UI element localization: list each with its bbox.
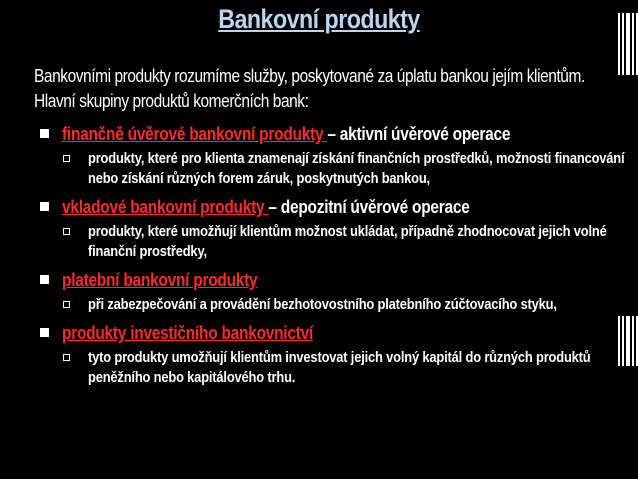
filled-square-bullet-icon	[40, 202, 49, 211]
slide-title: Bankovní produkty	[218, 4, 420, 34]
product-group-link[interactable]: vkladové bankovní produkty	[62, 197, 269, 217]
intro-text: Bankovními produkty rozumíme služby, poskytované za úplatu bankou jejím klientům. Hlavní skupiny produktů komerčních bank:	[34, 66, 585, 111]
product-group-item	[34, 321, 624, 345]
filled-square-bullet-icon	[40, 129, 49, 138]
description-text: při zabezpečování a provádění bezhotovostního platebního zúčtovacího styku,	[88, 296, 557, 313]
hollow-square-bullet-icon	[63, 354, 70, 361]
product-group-item	[34, 268, 624, 292]
product-group-description	[34, 348, 624, 388]
product-group-link[interactable]: produkty investičního bankovnictví	[62, 323, 313, 343]
product-group-description	[34, 295, 624, 315]
product-group-suffix: – aktivní úvěrové operace	[327, 124, 511, 144]
product-group-item	[34, 195, 624, 219]
description-text: tyto produkty umožňují klientům investovat jejich volný kapitál do různých produktů peněžního nebo kapitálového trhu.	[88, 349, 591, 386]
description-text: produkty, které pro klienta znamenají získání finančních prostředků, možnosti financování nebo získání různých forem záruk, poskytnutých bankou,	[88, 150, 625, 187]
slide-content	[34, 64, 624, 388]
hollow-square-bullet-icon	[63, 155, 70, 162]
product-group-description	[34, 149, 624, 189]
product-group-item	[34, 122, 624, 146]
product-group-suffix: – depozitní úvěrové operace	[268, 197, 470, 217]
hollow-square-bullet-icon	[63, 301, 70, 308]
product-group-link[interactable]: platební bankovní produkty	[62, 270, 258, 290]
description-text: produkty, které umožňují klientům možnost ukládat, případně zhodnocovat jejich volné finanční prostředky,	[88, 223, 607, 260]
product-group-link[interactable]: finančně úvěrové bankovní produkty	[62, 124, 328, 144]
filled-square-bullet-icon	[40, 328, 49, 337]
filled-square-bullet-icon	[40, 275, 49, 284]
product-group-description	[34, 222, 624, 262]
hollow-square-bullet-icon	[63, 228, 70, 235]
